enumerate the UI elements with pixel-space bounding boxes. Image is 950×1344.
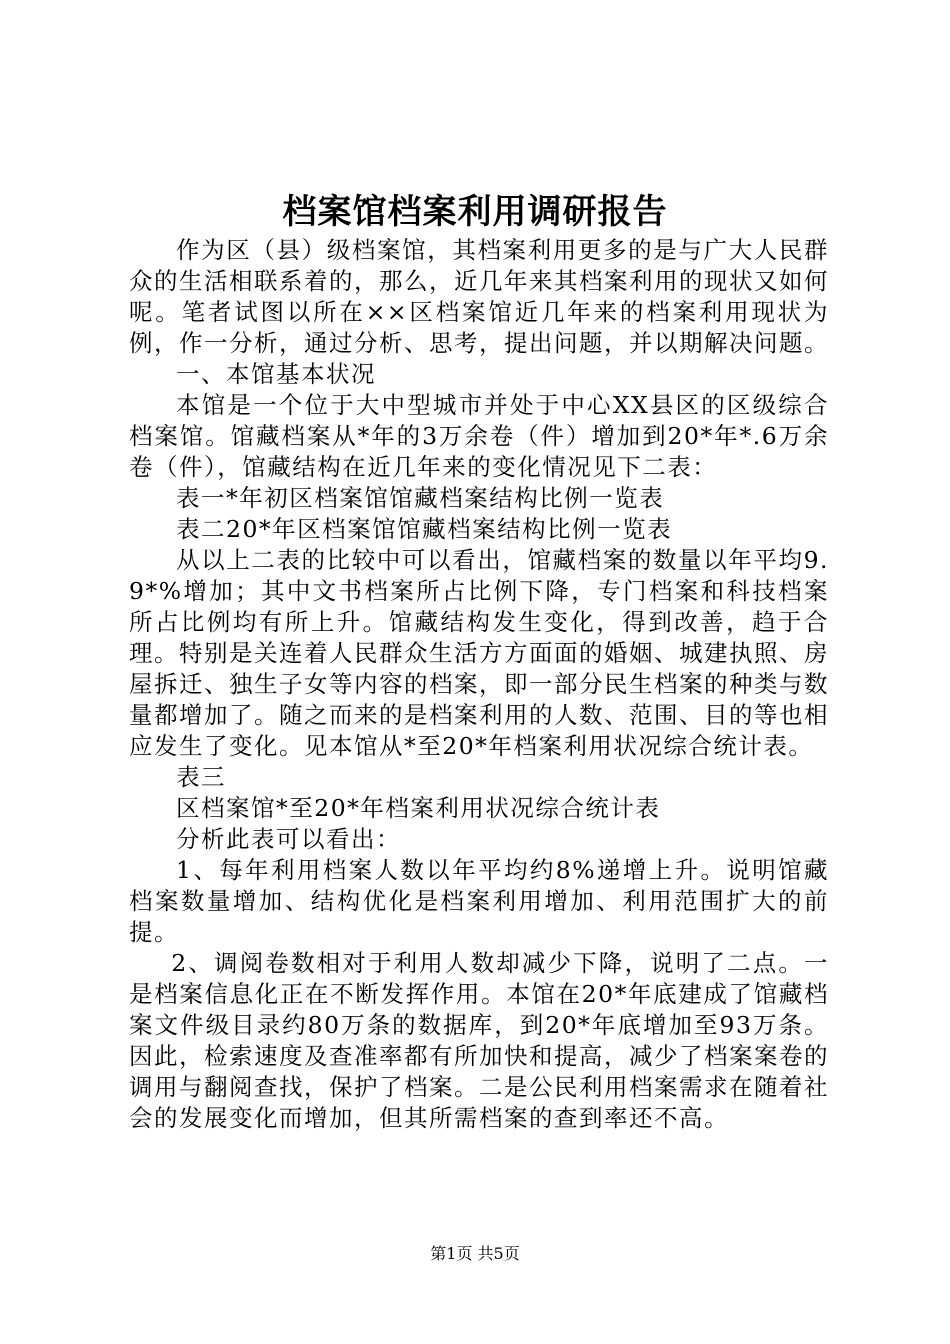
- document-body: [129, 235, 829, 1134]
- table-caption-3: 表三: [176, 763, 226, 791]
- table-caption-1: 表一*年初区档案馆馆藏档案结构比例一览表: [176, 484, 665, 512]
- document-title: 档案馆档案利用调研报告: [282, 192, 668, 232]
- paragraph-analysis-point-1: 1、每年利用档案人数以年平均约8%递增上升。说明馆藏档案数量增加、结构优化是档案利用增加、利用范围扩大的前提。: [129, 856, 829, 946]
- paragraph-intro: 作为区（县）级档案馆，其档案利用更多的是与广大人民群众的生活相联系着的，那么，近几年来其档案利用的现状又如何呢。笔者试图以所在××区档案馆近几年来的档案利用现状为例，作一分析，通过分析、思考，提出问题，并以期解决问题。: [129, 236, 829, 357]
- page-footer: 第1页 共5页: [430, 1244, 520, 1263]
- table-caption-3-title: 区档案馆*至20*年档案利用状况综合统计表: [176, 794, 661, 822]
- paragraph-basic-status: 本馆是一个位于大中型城市并处于中心XX县区的区级综合档案馆。馆藏档案从*年的3万余卷（件）增加到20*年*.6万余卷（件），馆藏结构在近几年来的变化情况见下二表：: [129, 391, 829, 481]
- table-caption-2: 表二20*年区档案馆馆藏档案结构比例一览表: [176, 515, 673, 543]
- paragraph-analysis-intro: 分析此表可以看出：: [176, 825, 401, 853]
- paragraph-comparison: 从以上二表的比较中可以看出，馆藏档案的数量以年平均9.9*%增加；其中文书档案所占比例下降，专门档案和科技档案所占比例均有所上升。馆藏结构发生变化，得到改善，趋于合理。特别是关连着人民群众生活方方面面的婚姻、城建执照、房屋拆迁、独生子女等内容的档案，即一部分民生档案的种类与数量都增加了。随之而来的是档案利用的人数、范围、目的等也相应发生了变化。见本馆从*至20*年档案利用状况综合统计表。: [129, 546, 829, 760]
- section-heading-1: 一、本馆基本状况: [176, 360, 376, 388]
- paragraph-analysis-point-2: 2、调阅卷数相对于利用人数却减少下降，说明了二点。一是档案信息化正在不断发挥作用。本馆在20*年底建成了馆藏档案文件级目录约80万条的数据库，到20*年底增加至93万条。因此，检索速度及查准率都有所加快和提高，减少了档案案卷的调用与翻阅查找，保护了档案。二是公民利用档案需求在随着社会的发展变化而增加，但其所需档案的查到率还不高。: [129, 949, 829, 1132]
